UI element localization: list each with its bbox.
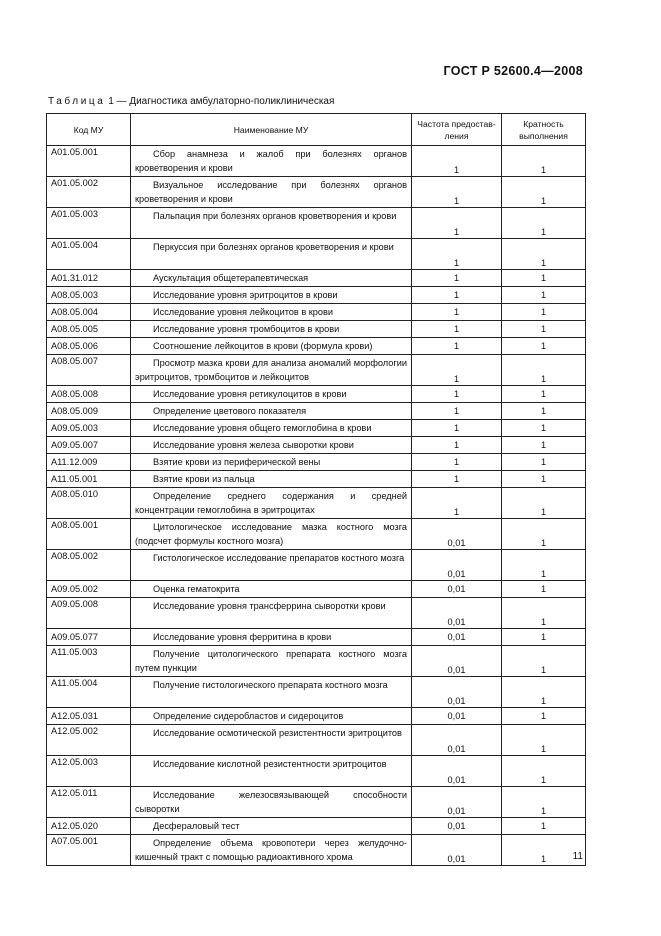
cell-multiplicity: 1 [502, 321, 586, 338]
cell-name-text: Исследование железосвязывающей способности сыворотки [135, 790, 407, 814]
cell-name-text: Исследование осмотической резистентности эритроцитов [153, 728, 402, 738]
cell-name-text: Определение среднего содержания и средней концентрации гемоглобина в эритроцитах [135, 491, 407, 515]
cell-name [131, 519, 412, 550]
cell-code: A08.05.005 [47, 321, 131, 338]
cell-frequency: 1 [412, 403, 502, 420]
table-row [47, 581, 586, 598]
header-code: Код МУ [47, 114, 131, 146]
cell-multiplicity: 1 [502, 403, 586, 420]
table-row [47, 437, 586, 454]
cell-frequency: 0,01 [412, 550, 502, 581]
cell-frequency: 0,01 [412, 629, 502, 646]
cell-multiplicity: 1 [502, 581, 586, 598]
cell-name [131, 646, 412, 677]
cell-name [131, 338, 412, 355]
cell-name-text: Получение цитологического препарата костного мозга путем пункции [135, 649, 407, 673]
cell-code: A08.05.004 [47, 304, 131, 321]
cell-multiplicity: 1 [502, 270, 586, 287]
table-row [47, 355, 586, 386]
table-row [47, 208, 586, 239]
cell-multiplicity: 1 [502, 386, 586, 403]
cell-code: A12.05.031 [47, 708, 131, 725]
cell-code: A01.05.004 [47, 239, 131, 270]
cell-frequency: 1 [412, 239, 502, 270]
header-name: Наименование МУ [131, 114, 412, 146]
cell-code: A08.05.009 [47, 403, 131, 420]
cell-code: A09.05.007 [47, 437, 131, 454]
cell-frequency: 0,01 [412, 818, 502, 835]
cell-frequency: 0,01 [412, 581, 502, 598]
diagnostics-table [46, 113, 586, 866]
cell-name [131, 550, 412, 581]
cell-name [131, 677, 412, 708]
cell-code: A11.05.003 [47, 646, 131, 677]
cell-multiplicity: 1 [502, 629, 586, 646]
cell-name [131, 177, 412, 208]
table-row [47, 146, 586, 177]
cell-frequency: 1 [412, 287, 502, 304]
cell-code: A08.05.008 [47, 386, 131, 403]
cell-multiplicity: 1 [502, 818, 586, 835]
cell-multiplicity: 1 [502, 550, 586, 581]
cell-frequency: 0,01 [412, 519, 502, 550]
cell-name [131, 835, 412, 866]
cell-name-text: Цитологическое исследование мазка костного мозга (подсчет формулы костного мозга) [135, 522, 407, 546]
cell-name [131, 403, 412, 420]
table-row [47, 787, 586, 818]
cell-frequency: 1 [412, 321, 502, 338]
cell-code: A11.05.004 [47, 677, 131, 708]
cell-name-text: Соотношение лейкоцитов в крови (формула крови) [153, 341, 373, 351]
cell-name-text: Определение цветового показателя [153, 406, 307, 416]
cell-frequency: 1 [412, 488, 502, 519]
cell-name [131, 818, 412, 835]
table-row [47, 321, 586, 338]
cell-name [131, 725, 412, 756]
cell-frequency: 0,01 [412, 646, 502, 677]
cell-name-text: Исследование уровня лейкоцитов в крови [153, 307, 334, 317]
cell-code: A08.05.010 [47, 488, 131, 519]
table-row [47, 338, 586, 355]
table-row [47, 386, 586, 403]
cell-name-text: Просмотр мазка крови для анализа аномалий морфологии эритроцитов, тромбоцитов и лейкоцитов [135, 358, 407, 382]
cell-code: A08.05.003 [47, 287, 131, 304]
cell-multiplicity: 1 [502, 519, 586, 550]
cell-frequency: 1 [412, 454, 502, 471]
table-row [47, 550, 586, 581]
table-row [47, 177, 586, 208]
table-row [47, 403, 586, 420]
cell-multiplicity: 1 [502, 239, 586, 270]
cell-name [131, 581, 412, 598]
header-multiplicity: Кратность выполнения [502, 114, 586, 146]
cell-name-text: Взятие крови из периферической вены [153, 457, 321, 467]
table-row [47, 708, 586, 725]
cell-code: A01.05.002 [47, 177, 131, 208]
cell-multiplicity: 1 [502, 646, 586, 677]
cell-name-text: Исследование уровня эритроцитов в крови [153, 290, 338, 300]
cell-multiplicity: 1 [502, 355, 586, 386]
cell-multiplicity: 1 [502, 488, 586, 519]
cell-multiplicity: 1 [502, 708, 586, 725]
cell-name-text: Получение гистологического препарата костного мозга [153, 680, 388, 690]
cell-multiplicity: 1 [502, 208, 586, 239]
table-header-row [47, 114, 586, 146]
cell-name-text: Исследование уровня тромбоцитов в крови [153, 324, 340, 334]
cell-code: A08.05.006 [47, 338, 131, 355]
cell-code: A01.05.003 [47, 208, 131, 239]
cell-frequency: 0,01 [412, 787, 502, 818]
cell-code: A11.05.001 [47, 471, 131, 488]
cell-frequency: 1 [412, 338, 502, 355]
cell-name [131, 386, 412, 403]
cell-name [131, 304, 412, 321]
table-row [47, 420, 586, 437]
cell-code: A09.05.003 [47, 420, 131, 437]
table-caption [48, 96, 334, 107]
cell-code: A09.05.008 [47, 598, 131, 629]
cell-frequency: 1 [412, 208, 502, 239]
cell-name-text: Десфераловый тест [153, 821, 240, 831]
cell-name [131, 420, 412, 437]
cell-name-text: Исследование уровня трансферрина сыворотки крови [153, 601, 386, 611]
cell-name [131, 471, 412, 488]
cell-code: A09.05.002 [47, 581, 131, 598]
cell-name [131, 146, 412, 177]
cell-frequency: 0,01 [412, 598, 502, 629]
cell-name-text: Исследование уровня ферритина в крови [153, 632, 332, 642]
cell-code: A12.05.011 [47, 787, 131, 818]
cell-multiplicity: 1 [502, 598, 586, 629]
cell-frequency: 1 [412, 471, 502, 488]
cell-multiplicity: 1 [502, 725, 586, 756]
cell-multiplicity: 1 [502, 420, 586, 437]
cell-name-text: Оценка гематокрита [153, 584, 240, 594]
page-number: 11 [572, 851, 583, 862]
cell-frequency: 1 [412, 437, 502, 454]
cell-frequency: 0,01 [412, 708, 502, 725]
cell-name-text: Сбор анамнеза и жалоб при болезнях органов кроветворения и крови [135, 149, 407, 173]
cell-name [131, 208, 412, 239]
table-row [47, 677, 586, 708]
table-row [47, 646, 586, 677]
table-row [47, 287, 586, 304]
cell-multiplicity: 1 [502, 146, 586, 177]
cell-multiplicity: 1 [502, 338, 586, 355]
table-body [47, 146, 586, 866]
cell-name [131, 598, 412, 629]
cell-name-text: Визуальное исследование при болезнях органов кроветворения и крови [135, 180, 407, 204]
table-row [47, 454, 586, 471]
cell-name-text: Исследование уровня общего гемоглобина в крови [153, 423, 372, 433]
cell-name [131, 287, 412, 304]
cell-multiplicity: 1 [502, 835, 586, 866]
cell-frequency: 1 [412, 386, 502, 403]
table-row [47, 488, 586, 519]
cell-name-text: Исследование уровня железа сыворотки крови [153, 440, 354, 450]
cell-code: A08.05.002 [47, 550, 131, 581]
cell-name-text: Перкуссия при болезнях органов кроветворения и крови [153, 242, 394, 252]
cell-multiplicity: 1 [502, 756, 586, 787]
cell-frequency: 0,01 [412, 725, 502, 756]
cell-name-text: Гистологическое исследование препаратов костного мозга [153, 553, 405, 563]
table-caption-text: 1 — Диагностика амбулаторно-поликлиническая [105, 96, 335, 107]
cell-frequency: 1 [412, 270, 502, 287]
cell-name [131, 488, 412, 519]
table-caption-word: Таблица [48, 96, 106, 107]
header-frequency: Частота предостав-ления [412, 114, 502, 146]
cell-frequency: 1 [412, 177, 502, 208]
cell-multiplicity: 1 [502, 437, 586, 454]
cell-name [131, 437, 412, 454]
cell-multiplicity: 1 [502, 471, 586, 488]
table-row [47, 519, 586, 550]
table-row [47, 818, 586, 835]
cell-name [131, 756, 412, 787]
cell-code: A01.05.001 [47, 146, 131, 177]
cell-name [131, 708, 412, 725]
cell-code: A11.12.009 [47, 454, 131, 471]
cell-name [131, 321, 412, 338]
cell-name-text: Взятие крови из пальца [153, 474, 255, 484]
table-row [47, 239, 586, 270]
document-id-header: ГОСТ Р 52600.4—2008 [443, 64, 583, 78]
cell-frequency: 1 [412, 304, 502, 321]
cell-multiplicity: 1 [502, 177, 586, 208]
cell-name-text: Исследование уровня ретикулоцитов в крови [153, 389, 347, 399]
cell-multiplicity: 1 [502, 677, 586, 708]
cell-name-text: Аускультация общетерапевтическая [153, 273, 309, 283]
cell-frequency: 0,01 [412, 677, 502, 708]
cell-multiplicity: 1 [502, 787, 586, 818]
cell-code: A12.05.002 [47, 725, 131, 756]
cell-code: A08.05.001 [47, 519, 131, 550]
cell-frequency: 1 [412, 146, 502, 177]
cell-multiplicity: 1 [502, 454, 586, 471]
cell-name [131, 355, 412, 386]
cell-name [131, 454, 412, 471]
table-row [47, 304, 586, 321]
table-row [47, 756, 586, 787]
cell-name-text: Определение объема кровопотери через желудочно-кишечный тракт с помощью радиоактивного хрома [135, 838, 407, 862]
cell-name [131, 629, 412, 646]
cell-name-text: Определение сидеробластов и сидероцитов [153, 711, 344, 721]
cell-code: A08.05.007 [47, 355, 131, 386]
table-row [47, 598, 586, 629]
cell-code: A01.31.012 [47, 270, 131, 287]
cell-frequency: 0,01 [412, 756, 502, 787]
table-row [47, 270, 586, 287]
cell-name-text: Пальпация при болезнях органов кроветворения и крови [153, 211, 397, 221]
cell-code: A12.05.020 [47, 818, 131, 835]
cell-code: A09.05.077 [47, 629, 131, 646]
cell-multiplicity: 1 [502, 287, 586, 304]
cell-frequency: 0,01 [412, 835, 502, 866]
cell-name [131, 270, 412, 287]
cell-code: A12.05.003 [47, 756, 131, 787]
table-row [47, 835, 586, 866]
cell-name-text: Исследование кислотной резистентности эритроцитов [153, 759, 387, 769]
cell-multiplicity: 1 [502, 304, 586, 321]
cell-name [131, 239, 412, 270]
table-row [47, 471, 586, 488]
table-row [47, 725, 586, 756]
cell-frequency: 1 [412, 355, 502, 386]
table-row [47, 629, 586, 646]
cell-name [131, 787, 412, 818]
cell-frequency: 1 [412, 420, 502, 437]
cell-code: A07.05.001 [47, 835, 131, 866]
